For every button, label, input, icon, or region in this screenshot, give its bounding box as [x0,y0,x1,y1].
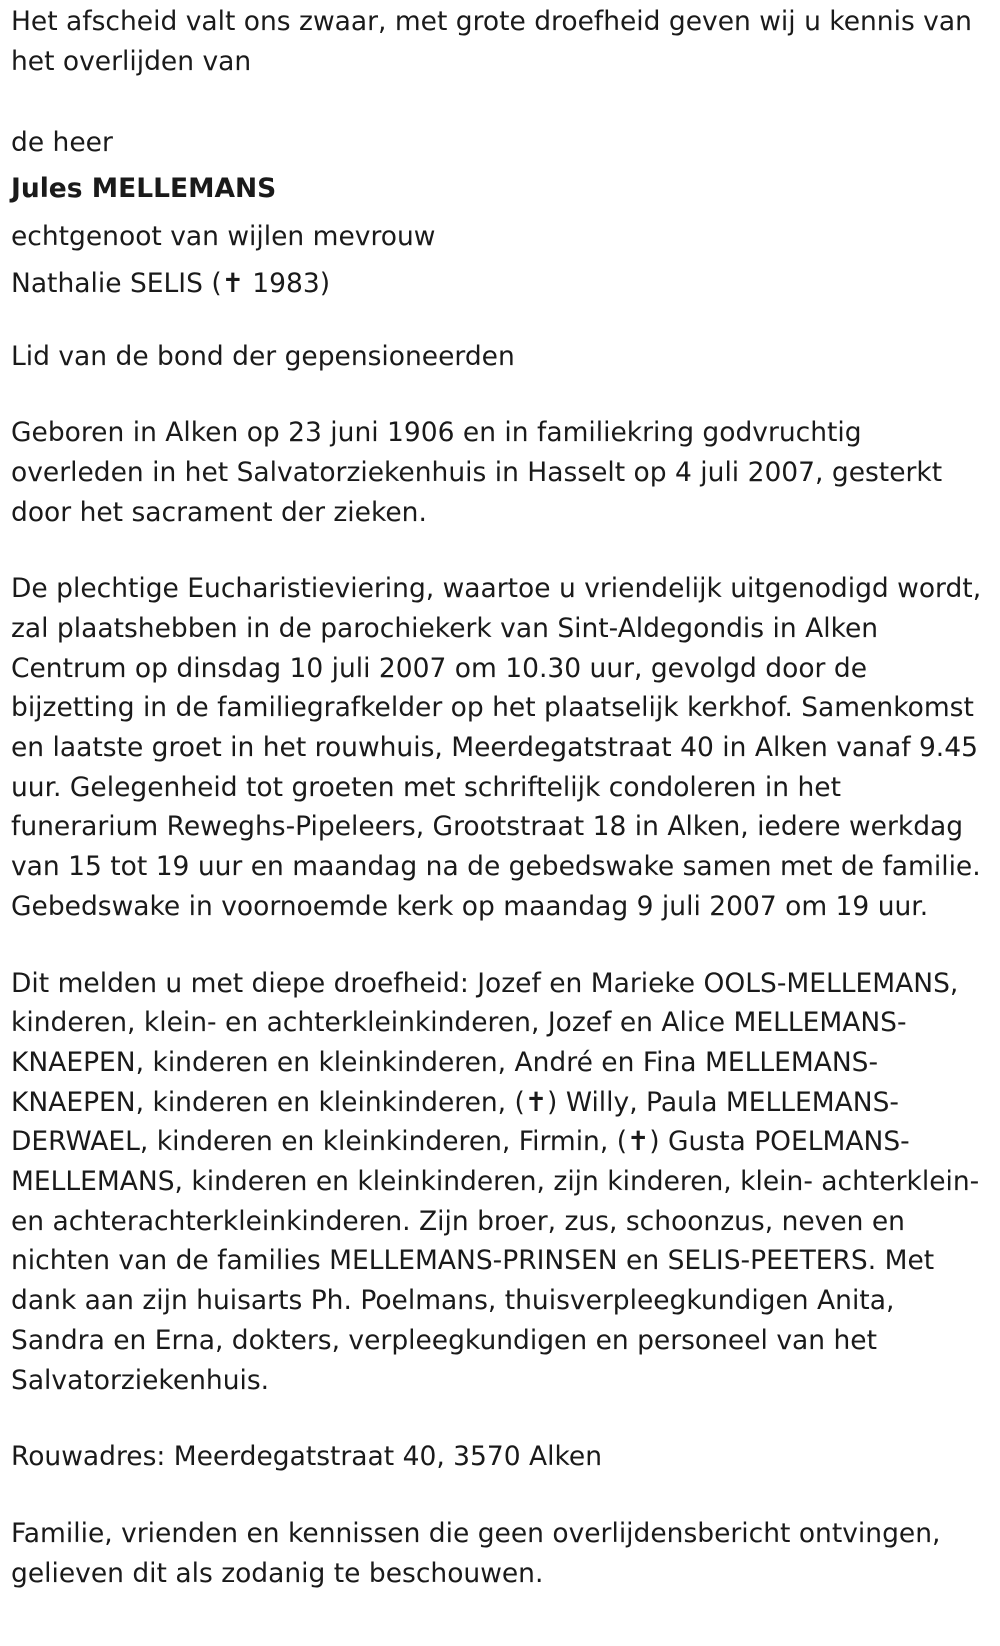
intro-text: Het afscheid valt ons zwaar, met grote droefheid geven wij u kennis van het overlijden van [11,6,972,77]
spacer [11,1400,990,1437]
spacer [11,307,990,337]
membership-text: Lid van de bond der gepensioneerden [11,341,515,373]
spacer [11,1477,990,1514]
spouse-relation: echtgenoot van wijlen mevrouw [11,221,436,253]
spacer [11,81,990,121]
spouse-name: Nathalie SELIS (✝ 1983) [11,268,331,300]
deceased-name: Jules MELLEMANS [11,173,277,205]
closing-text: Familie, vrienden en kennissen die geen overlijdensbericht ontvingen, gelieven dit als zodanig te beschouwen. [11,1517,941,1589]
mourning-address: Rouwadres: Meerdegatstraat 40, 3570 Alken [11,1441,603,1473]
birth-death-text: Geboren in Alken op 23 juni 1906 en in familiekring godvruchtig overleden in het Salvatorziekenhuis in Hasselt op 4 juli 2007, gesterkt door het sacrament der zieken. [11,417,943,528]
announcers-text: Dit melden u met diepe droefheid: Jozef en Marieke OOLS-MELLEMANS, kinderen, klein- en achterkleinkinderen, Jozef en Alice MELLEMANS-KNAEPEN, kinderen en kleinkinderen, André en Fina MELLEMANS-KNAEPEN, kinderen en kleinkinderen, (✝) Willy, Paula MELLEMANS-DERWAEL, kinderen en kleinkinderen, Firmin, (✝) Gusta POELMANS-MELLEMANS, kinderen en kleinkinderen, zijn kinderen, klein- achterklein-en achterachterkleinkinderen. Zijn broer, zus, schoonzus, neven en nichten van de families MELLEMANS-PRINSEN en SELIS-PEETERS. Met dank aan zijn huisarts Ph. Poelmans, thuisverpleegkundigen Anita, Sandra en Erna, dokters, verpleegkundigen en personeel van het Salvatorziekenhuis. [11,967,980,1396]
salutation: de heer [11,127,113,159]
ceremony-text: De plechtige Eucharistieviering, waartoe u vriendelijk uitgenodigd wordt, zal plaatshebben in de parochiekerk van Sint-Aldegondis in Alken Centrum op dinsdag 10 juli 2007 om 10.30 uur, gevolgd door de bijzetting in de familiegrafkelder op het plaatselijk kerkhof. Samenkomst en laatste groet in het rouwhuis, Meerdegatstraat 40 in Alken vanaf 9.45 uur. Gelegenheid tot groeten met schriftelijk condoleren in het funerarium Reweghs-Pipeleers, Grootstraat 18 in Alken, iedere werkdag van 15 tot 19 uur en maandag na de gebedswake samen met de familie. Gebedswake in voornoemde kerk op maandag 9 juli 2007 om 19 uur. [11,573,982,922]
spacer [11,532,990,569]
spacer [11,377,990,413]
spacer [11,927,990,964]
